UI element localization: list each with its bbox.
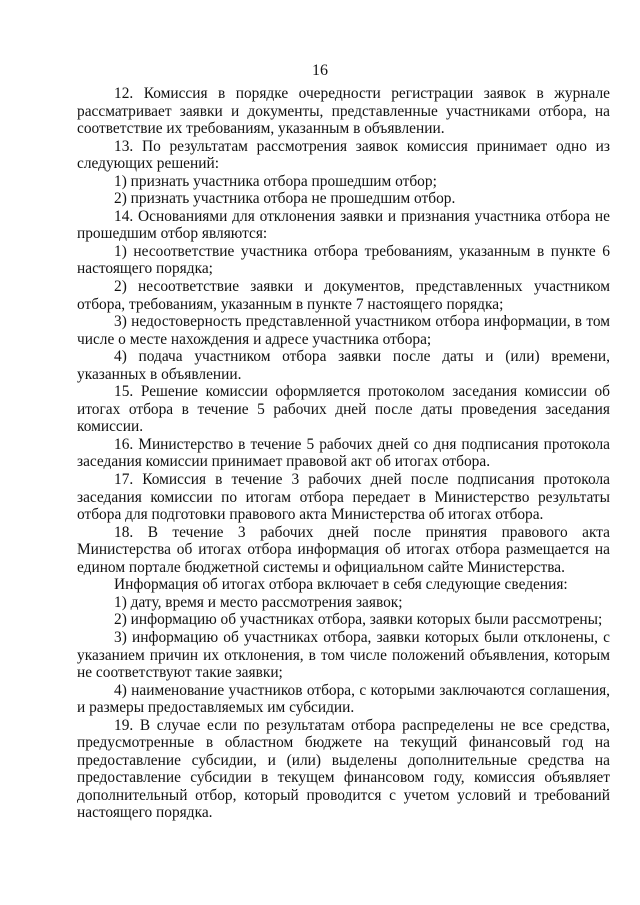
results-info-intro: Информация об итогах отбора включает в себя следующие сведения: xyxy=(114,576,568,594)
results-info-item-1: 1) дату, время и место рассмотрения заявок; xyxy=(114,593,403,611)
paragraph-14-item-1: 1) несоответствие участника отбора требованиям, указанным в пункте 6 настоящего порядка; xyxy=(77,242,610,278)
results-info-item-3: 3) информацию об участниках отбора, заявки которых были отклонены, с указанием причин их отклонения, в том числе положений объявления, которым не соответствуют такие заявки; xyxy=(77,628,610,682)
paragraph-14: 14. Основаниями для отклонения заявки и признания участника отбора не прошедшим отбор являются: xyxy=(77,207,610,243)
paragraph-13-item-2: 2) признать участника отбора не прошедшим отбор. xyxy=(114,190,456,208)
paragraph-14-item-4: 4) подача участником отбора заявки после даты и (или) времени, указанных в объявлении. xyxy=(77,348,610,383)
paragraph-18: 18. В течение 3 рабочих дней после принятия правового акта Министерства об итогах отбора информация об итогах отбора размещается на едином портале бюджетной системы и официальном сайте Министерства. xyxy=(77,523,610,576)
paragraph-16: 16. Министерство в течение 5 рабочих дней со дня подписания протокола заседания комиссии принимает правовой акт об итогах отбора. xyxy=(77,435,610,471)
results-info-item-4: 4) наименование участников отбора, с которыми заключаются соглашения, и размеры предоставляемых им субсидии. xyxy=(77,681,610,717)
paragraph-17: 17. Комиссия в течение 3 рабочих дней после подписания протокола заседания комиссии по итогам отбора передает в Министерство результаты отбора для подготовки правового акта Министерства об итогах отбора. xyxy=(77,471,610,524)
paragraph-15: 15. Решение комиссии оформляется протоколом заседания комиссии об итогах отбора в течение 5 рабочих дней после даты проведения заседания комиссии. xyxy=(77,383,610,436)
paragraph-13-item-1: 1) признать участника отбора прошедшим отбор; xyxy=(114,172,437,190)
paragraph-14-item-2: 2) несоответствие заявки и документов, представленных участником отбора, требованиям, указанным в пункте 7 настоящего порядка; xyxy=(77,278,610,313)
results-info-item-2: 2) информацию об участниках отбора, заявки которых были рассмотрены; xyxy=(114,611,603,629)
paragraph-13: 13. По результатам рассмотрения заявок комиссия принимает одно из следующих решений: xyxy=(77,137,610,173)
paragraph-14-item-3: 3) недостоверность представленной участником отбора информации, в том числе о месте нахождения и адресе участника отбора; xyxy=(77,313,610,348)
document-body xyxy=(77,85,610,822)
paragraph-19: 19. В случае если по результатам отбора распределены не все средства, предусмотренные в областном бюджете на текущий финансовый год на предоставление субсидии, и (или) выделены дополнительные средства на предоставление субсидии в текущем финансовом году, комиссия объявляет дополнительный отбор, который проводится с учетом условий и требований настоящего порядка. xyxy=(77,716,610,822)
page-number: 16 xyxy=(312,62,328,79)
paragraph-12: 12. Комиссия в порядке очередности регистрации заявок в журнале рассматривает заявки и документы, представленные участниками отбора, на соответствие их требованиям, указанным в объявлении. xyxy=(77,85,610,138)
